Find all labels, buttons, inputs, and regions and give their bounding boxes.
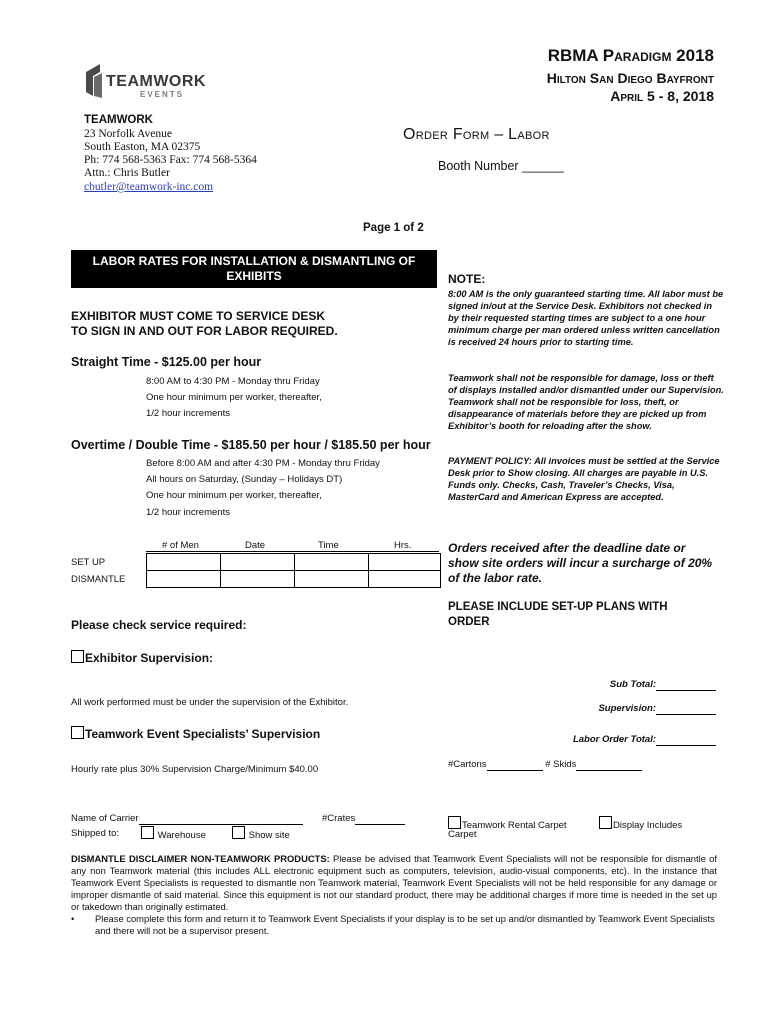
company-address1: 23 Norfolk Avenue — [84, 128, 172, 140]
subtotal-blank[interactable] — [656, 679, 716, 691]
table-header-time: Time — [318, 540, 339, 551]
table-row — [147, 554, 441, 571]
event-dates: April 5 - 8, 2018 — [610, 88, 714, 104]
table-header-rule — [146, 551, 439, 552]
dismantle-disclaimer — [71, 853, 717, 913]
crates-blank[interactable] — [355, 813, 405, 825]
table-header-men: # of Men — [162, 540, 199, 551]
teamwork-supervision-note: Hourly rate plus 30% Supervision Charge/Minimum $40.00 — [71, 764, 319, 775]
event-title: RBMA Paradigm 2018 — [547, 46, 714, 65]
note-heading: NOTE: — [448, 272, 486, 286]
rental-carpet-label-2: Carpet — [448, 829, 477, 840]
company-name: TEAMWORK — [84, 114, 153, 126]
supervision-blank[interactable] — [656, 703, 716, 715]
overtime-line: Before 8:00 AM and after 4:30 PM - Monday thru Friday — [146, 458, 380, 469]
company-phone: Ph: 774 568-5363 Fax: 774 568-5364 — [84, 154, 257, 166]
show-site-option[interactable] — [232, 826, 290, 841]
cartons-label: #Cartons — [448, 759, 487, 770]
setup-hrs-cell[interactable] — [369, 554, 441, 571]
subtotal-label: Sub Total: — [609, 679, 656, 690]
crates-field[interactable] — [322, 813, 405, 825]
setup-time-cell[interactable] — [295, 554, 369, 571]
show-site-label: Show site — [248, 830, 290, 841]
setup-men-cell[interactable] — [147, 554, 221, 571]
page-number: Page 1 of 2 — [363, 222, 424, 234]
exhibitor-supervision-option[interactable] — [71, 650, 213, 665]
overtime-heading: Overtime / Double Time - $185.50 per hour / $185.50 per hour — [71, 438, 431, 452]
disclaimer-heading: DISMANTLE DISCLAIMER NON-TEAMWORK PRODUCTS: — [71, 853, 330, 864]
warehouse-option[interactable] — [141, 826, 206, 841]
dismantle-hrs-cell[interactable] — [369, 571, 441, 588]
row-label-setup: SET UP — [71, 557, 106, 568]
company-email-link[interactable]: cbutler@teamwork-inc.com — [84, 181, 214, 193]
warehouse-label: Warehouse — [157, 830, 206, 841]
setup-plans-notice: PLEASE INCLUDE SET-UP PLANS WITH ORDER — [448, 601, 668, 628]
bullet-dot: • — [71, 913, 75, 924]
note-paragraph-2: Teamwork shall not be responsible for damage, loss or theft of displays installed and/or dismantled under our Supervision. Teamwork shall not be responsible for loss, theft, or disappearance of materials before they are picked up from Exhibitor’s booth for reloading after the show. — [448, 373, 724, 431]
teamwork-supervision-label: Teamwork Event Specialists’ Supervision — [85, 727, 321, 741]
event-venue: Hilton San Diego Bayfront — [546, 70, 714, 86]
dismantle-men-cell[interactable] — [147, 571, 221, 588]
logo-word: TEAMWORK — [106, 73, 206, 90]
note-paragraph-1: 8:00 AM is the only guaranteed starting time. All labor must be signed in/out at the Service Desk. Exhibitors not checked in by their requested starting times are subject to a one hour minimum charge per man ordered unless written cancellation is received 24 hours prior to starting time. — [448, 289, 724, 347]
teamwork-logo-icon — [84, 60, 106, 100]
carrier-field[interactable] — [71, 813, 303, 825]
straight-time-line: One hour minimum per worker, thereafter, — [146, 392, 322, 403]
supervision-label: Supervision: — [598, 703, 656, 714]
overtime-line: One hour minimum per worker, thereafter, — [146, 490, 322, 501]
rental-carpet-checkbox[interactable] — [448, 816, 461, 829]
logo-sub: EVENTS — [140, 90, 185, 99]
crates-label: #Crates — [322, 813, 356, 824]
exhibitor-supervision-checkbox[interactable] — [71, 650, 84, 663]
teamwork-supervision-checkbox[interactable] — [71, 726, 84, 739]
table-header-date: Date — [245, 540, 266, 551]
carrier-label: Name of Carrier — [71, 813, 139, 824]
bullet-text: Please complete this form and return it to Teamwork Event Specialists if your display is to be set up and/or dismantled by Teamwork Event Specialists and there will not be a supervisor present. — [95, 913, 715, 936]
dismantle-time-cell[interactable] — [295, 571, 369, 588]
deadline-notice: Orders received after the deadline date or show site orders will incur a surcharge of 20% of the labor rate. — [448, 541, 713, 585]
table-row — [147, 571, 441, 588]
straight-time-heading: Straight Time - $125.00 per hour — [71, 355, 262, 369]
service-desk-line2: TO SIGN IN AND OUT FOR LABOR REQUIRED. — [71, 324, 338, 338]
company-address2: South Easton, MA 02375 — [84, 141, 201, 153]
shipped-to-label: Shipped to: — [71, 828, 120, 839]
subtotal-field[interactable] — [610, 679, 716, 691]
supervision-field[interactable] — [598, 703, 716, 715]
service-desk-line1: EXHIBITOR MUST COME TO SERVICE DESK — [71, 309, 326, 323]
straight-time-line: 8:00 AM to 4:30 PM - Monday thru Friday — [146, 376, 320, 387]
teamwork-logo — [84, 60, 204, 100]
exhibitor-supervision-note: All work performed must be under the supervision of the Exhibitor. — [71, 697, 349, 708]
labor-total-label: Labor Order Total: — [572, 734, 656, 745]
labor-table — [146, 553, 441, 588]
display-includes-checkbox[interactable] — [599, 816, 612, 829]
payment-policy: PAYMENT POLICY: All invoices must be settled at the Service Desk prior to Show closing. All charges are payable in U.S. Funds only. Checks, Cash, Traveler’s Checks, Visa, MasterCard and American Express are accepted. — [448, 456, 720, 502]
service-heading: Please check service required: — [71, 618, 247, 632]
carrier-blank[interactable] — [139, 813, 303, 825]
cartons-blank[interactable] — [487, 759, 543, 771]
labor-rates-banner: LABOR RATES FOR INSTALLATION & DISMANTLING OF EXHIBITS — [71, 250, 437, 288]
exhibitor-supervision-label: Exhibitor Supervision: — [85, 651, 214, 665]
row-label-dismantle: DISMANTLE — [71, 574, 126, 585]
show-site-checkbox[interactable] — [232, 826, 245, 839]
overtime-line: All hours on Saturday, (Sunday – Holidays DT) — [146, 474, 343, 485]
labor-total-field[interactable] — [573, 734, 716, 746]
warehouse-checkbox[interactable] — [141, 826, 154, 839]
setup-date-cell[interactable] — [221, 554, 295, 571]
dismantle-date-cell[interactable] — [221, 571, 295, 588]
labor-total-blank[interactable] — [656, 734, 716, 746]
disclaimer-body: Please be advised that Teamwork Event Specialists will not be responsible for dismantle of any non Teamwork material (this includes ALL electronic equipment such as computers, television, audio-visual components, etc). In the instance that Teamwork Event Specialists is requested to dismantle non Teamwork material, Teamwork Event Specialists will not be held responsible for any damage or improper dismantle of said material. Since this equipment is not our standard product, there may be additional charges if more time is needed in the set up or takedown than originally estimated. — [71, 853, 717, 912]
skids-blank[interactable] — [576, 759, 642, 771]
teamwork-supervision-option[interactable] — [71, 726, 320, 741]
table-header-hrs: Hrs. — [394, 540, 412, 551]
skids-label: # Skids — [545, 759, 577, 770]
cartons-skids-fields[interactable] — [448, 759, 642, 771]
display-includes-label: Display Includes — [613, 820, 683, 831]
rental-carpet-label: Teamwork Rental Carpet — [462, 820, 567, 831]
form-title: Order Form – Labor — [403, 126, 550, 143]
company-attn: Attn.: Chris Butler — [84, 167, 170, 179]
straight-time-line: 1/2 hour increments — [146, 408, 230, 419]
overtime-line: 1/2 hour increments — [146, 507, 230, 518]
display-includes-option[interactable] — [599, 816, 682, 831]
booth-number-field[interactable]: Booth Number ______ — [438, 159, 564, 173]
